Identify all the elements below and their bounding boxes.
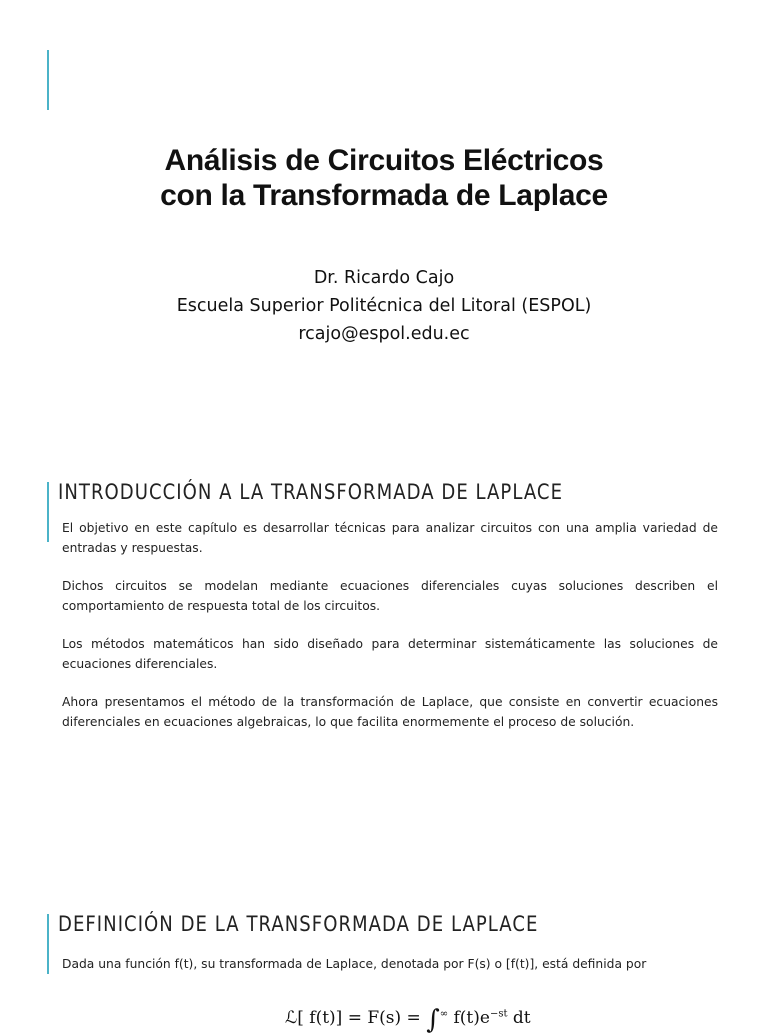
document-title (0, 143, 768, 213)
definition-heading: DEFINICIÓN DE LA TRANSFORMADA DE LAPLACE (58, 912, 539, 936)
intro-paragraph-3: Los métodos matemáticos han sido diseñado para determinar sistemáticamente las soluciones de ecuaciones diferenciales. (62, 637, 718, 671)
integral-upper-limit: ∞ (439, 1008, 449, 1020)
definition-paragraph: Dada una función f(t), su transformada de Laplace, denotada por F(s) o [f(t)], está definida por (62, 957, 647, 971)
title-line-2: con la Transformada de Laplace (160, 179, 608, 212)
formula-differential: dt (507, 1008, 531, 1028)
author-name: Dr. Ricardo Cajo (313, 268, 455, 288)
formula-integrand: f(t)e (448, 1008, 490, 1028)
author-institution: Escuela Superior Politécnica del Litoral (ESPOL) (176, 296, 592, 316)
author-info (0, 264, 768, 348)
title-accent-bar (47, 50, 49, 110)
formula-lhs: ℒ[ f(t)] = F(s) = (285, 1008, 427, 1028)
intro-accent-bar (47, 482, 49, 542)
intro-paragraph-2: Dichos circuitos se modelan mediante ecuaciones diferenciales cuyas soluciones describen el comportamiento de respuesta total de los circuitos. (62, 579, 718, 613)
integral-sign: ∫ (426, 1005, 440, 1035)
laplace-formula (285, 1000, 531, 1035)
title-line-1: Análisis de Circuitos Eléctricos (164, 144, 604, 177)
intro-paragraph-1: El objetivo en este capítulo es desarrollar técnicas para analizar circuitos con una amplia variedad de entradas y respuestas. (62, 521, 718, 555)
definition-accent-bar (47, 914, 49, 974)
intro-paragraph-4: Ahora presentamos el método de la transformación de Laplace, que consiste en convertir ecuaciones diferenciales en ecuaciones algebraicas, lo que facilita enormemente el proceso de solución. (62, 695, 718, 729)
intro-heading: INTRODUCCIÓN A LA TRANSFORMADA DE LAPLACE (58, 480, 564, 504)
formula-exponent: −st (489, 1008, 508, 1020)
author-email: rcajo@espol.edu.ec (298, 324, 470, 344)
